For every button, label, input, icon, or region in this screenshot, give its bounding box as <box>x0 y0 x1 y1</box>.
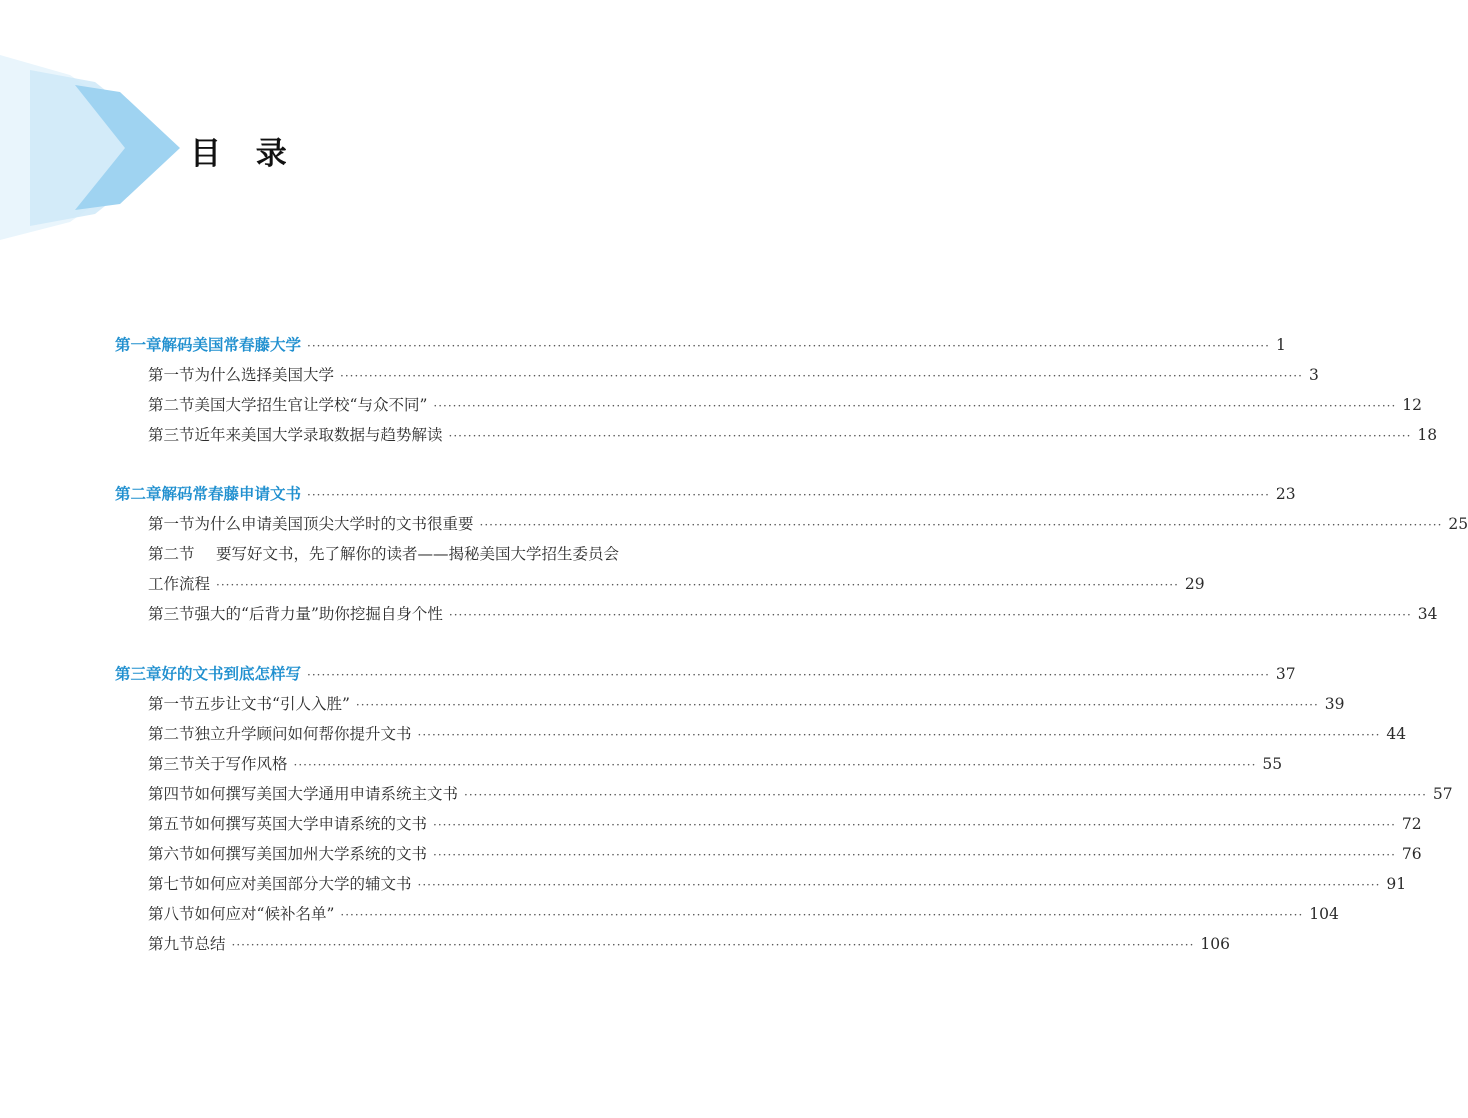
toc-leader-dots: ········································································································································································································ <box>231 938 1195 952</box>
toc-entry-title: 如何撰写美国加州大学系统的文书 <box>194 845 428 863</box>
toc-entry-title: 如何撰写英国大学申请系统的文书 <box>194 815 428 833</box>
toc-page-number: 91 <box>1386 875 1407 893</box>
toc-page-number: 3 <box>1309 366 1319 384</box>
toc-page-number: 39 <box>1324 695 1345 713</box>
toc-page-number: 12 <box>1402 396 1422 414</box>
toc-entry-title: 独立升学顾问如何帮你提升文书 <box>194 725 412 743</box>
toc-page-number: 76 <box>1401 845 1422 863</box>
toc-entry-number: 第四节 <box>148 785 195 803</box>
toc-page-number: 72 <box>1401 815 1422 833</box>
toc-chapter-entry <box>115 331 1286 359</box>
toc-section-entry <box>148 810 1422 838</box>
toc-entry-title: 美国大学招生官让学校“与众不同” <box>194 396 428 414</box>
toc-section-entry <box>148 690 1345 718</box>
toc-leader-dots: ········································································································································································································ <box>417 728 1381 742</box>
toc-entry-number: 第八节 <box>148 905 195 923</box>
toc-page-number: 37 <box>1275 665 1296 683</box>
toc-entry-number: 第九节 <box>148 935 195 953</box>
toc-leader-dots: ········································································································································································································ <box>216 578 1179 592</box>
toc-entry-number: 第一节 <box>148 515 195 533</box>
toc-leader-dots: ········································································································································································································ <box>307 339 1270 353</box>
toc-section-entry <box>148 900 1339 928</box>
toc-chapter-entry <box>115 660 1296 688</box>
toc-entry-number: 第三节 <box>148 755 195 773</box>
toc-entry-number: 第三章 <box>115 664 162 683</box>
toc-leader-dots: ········································································································································································································ <box>448 429 1412 443</box>
toc-entry-number: 第二章 <box>115 484 162 503</box>
toc-section-entry <box>148 600 1438 628</box>
toc-entry-title: 为什么选择美国大学 <box>194 366 335 384</box>
toc-leader-dots: ········································································································································································································ <box>433 848 1396 862</box>
toc-page-number: 104 <box>1309 905 1339 923</box>
toc-entry-number: 第三节 <box>148 605 195 623</box>
toc-entry-number: 第一节 <box>148 366 195 384</box>
toc-page-number: 18 <box>1417 426 1438 444</box>
toc-leader-dots: ········································································································································································································ <box>433 818 1396 832</box>
toc-entry-title: 强大的“后背力量”助你挖掘自身个性 <box>194 605 443 623</box>
toc-leader-dots: ········································································································································································································ <box>417 878 1381 892</box>
toc-entry-title: 如何应对“候补名单” <box>194 905 335 923</box>
toc-entry-title: 总结 <box>194 935 226 953</box>
toc-entry-title: 为什么申请美国顶尖大学时的文书很重要 <box>194 515 474 533</box>
toc-entry-title: 如何撰写美国大学通用申请系统主文书 <box>194 785 459 803</box>
toc-leader-dots: ········································································································································································································ <box>448 608 1412 622</box>
toc-page-number: 1 <box>1276 336 1286 354</box>
toc-page-number: 44 <box>1386 725 1407 743</box>
toc-section-entry <box>148 361 1319 389</box>
toc-entry-title: 解码常春藤申请文书 <box>161 484 302 503</box>
toc-page-number: 29 <box>1184 575 1205 593</box>
toc-section-entry <box>148 780 1453 808</box>
toc-section-entry <box>148 421 1438 449</box>
toc-page-number: 55 <box>1262 755 1283 773</box>
toc-entry-number: 第六节 <box>148 845 195 863</box>
toc-section-entry <box>148 930 1231 958</box>
corner-arrow-decoration <box>0 0 200 250</box>
toc-section-entry <box>148 391 1422 419</box>
toc-entry-title: 近年来美国大学录取数据与趋势解读 <box>194 426 443 444</box>
toc-leader-dots: ········································································································································································································ <box>340 369 1303 383</box>
toc-section-entry <box>148 510 1468 538</box>
toc-page-number: 23 <box>1275 485 1296 503</box>
toc-leader-dots: ········································································································································································································ <box>307 668 1270 682</box>
toc-entry-number: 第二节 <box>148 725 195 743</box>
toc-section-entry <box>148 750 1283 778</box>
toc-section-entry <box>148 570 1205 598</box>
toc-leader-dots: ········································································································································································································ <box>464 788 1427 802</box>
toc-entry-title: 要写好文书，先了解你的读者——揭秘美国大学招生委员会 <box>216 545 620 563</box>
toc-entry-number: 第一章 <box>115 335 162 354</box>
toc-entry-number: 第一节 <box>148 695 195 713</box>
toc-entry-number: 第七节 <box>148 875 195 893</box>
toc-entry-number: 第二节 <box>148 545 195 563</box>
toc-entry-number: 第三节 <box>148 426 195 444</box>
toc-leader-dots: ········································································································································································································ <box>307 488 1270 502</box>
toc-page-number: 106 <box>1200 935 1231 953</box>
toc-entry-number: 第二节 <box>148 396 195 414</box>
toc-entry-title: 好的文书到底怎样写 <box>161 664 302 683</box>
toc-page-number: 34 <box>1417 605 1438 623</box>
toc-section-entry <box>148 720 1407 748</box>
toc-entry-title: 如何应对美国部分大学的辅文书 <box>194 875 412 893</box>
toc-leader-dots: ········································································································································································································ <box>293 758 1257 772</box>
toc-entry-title: 工作流程 <box>148 575 211 593</box>
toc-entry-number: 第五节 <box>148 815 195 833</box>
toc-section-entry <box>148 840 1422 868</box>
toc-leader-dots: ········································································································································································································ <box>340 908 1304 922</box>
toc-leader-dots: ········································································································································································································ <box>355 698 1319 712</box>
toc-page-number: 57 <box>1432 785 1453 803</box>
toc-page-number: 25 <box>1448 515 1468 533</box>
toc-entry-title: 关于写作风格 <box>194 755 288 773</box>
toc-section-entry <box>148 540 688 568</box>
page-title: 目 录 <box>190 136 299 172</box>
toc-entry-title: 五步让文书“引人入胜” <box>194 695 350 713</box>
toc-leader-dots: ········································································································································································································ <box>433 399 1397 413</box>
toc-leader-dots: ········································································································································································································ <box>479 518 1443 532</box>
toc-chapter-entry <box>115 480 1296 508</box>
toc-section-entry <box>148 870 1407 898</box>
toc-entry-title: 解码美国常春藤大学 <box>161 335 302 354</box>
